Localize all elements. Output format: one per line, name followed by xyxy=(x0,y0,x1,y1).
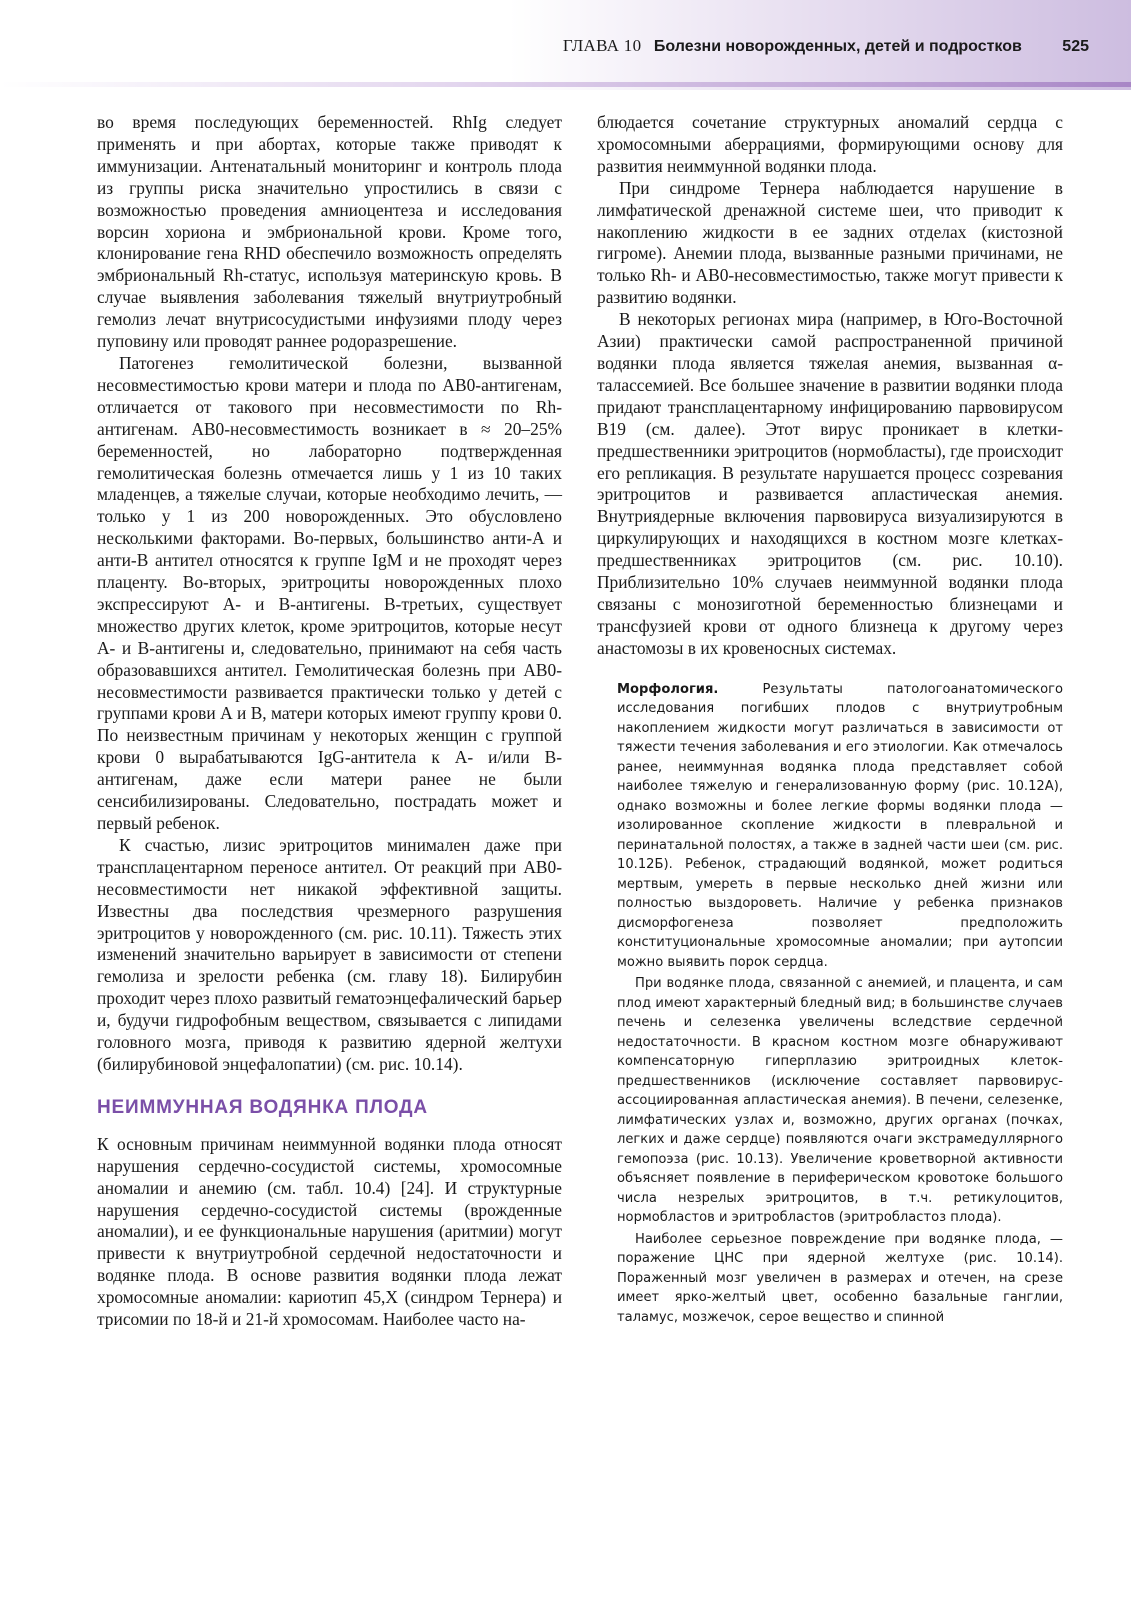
paragraph: Патогенез гемолитической болезни, вызванной несовместимостью крови матери и плода по АВ0-антигенам, отличается от такового при несовместимости по Rh-антигенам. АВ0-несовместимость возникает в ≈ 20–25% беременностей, но лабораторно подтвержденная гемолитическая болезнь отмечается лишь у 1 из 10 таких младенцев, а тяжелые случаи, которые необходимо лечить, — только у 1 из 200 новорожденных. Это обусловлено несколькими факторами. Во-первых, большинство анти-А и анти-В антител относятся к группе IgM и не проходят через плаценту. Во-вторых, эритроциты новорожденных плохо экспрессируют А- и В-антигены. В-третьих, существует множество других клеток, кроме эритроцитов, которые несут А- и В-антигены и, следовательно, принимают на себя часть образовавшихся антител. Гемолитическая болезнь при АВ0-несовместимости развивается практически только у детей с группами крови А и В, матери которых имеют группу крови 0. По неизвестным причинам у некоторых женщин с группой крови 0 вырабатываются IgG-антитела к А- и/или В-антигенам, даже если матери ранее не были сенсибилизированы. Следовательно, пострадать может и первый ребенок. xyxy=(97,352,562,833)
paragraph: во время последующих беременностей. RhIg следует применять и при абортах, которые также приводят к иммунизации. Антенатальный мониторинг и контроль плода из группы риска значительно упростились в связи с возможностью проведения амниоцентеза и исследования ворсин хориона и эмбриональной крови. Кроме того, клонирование гена RHD обеспечило возможность определять эмбриональный Rh-статус, используя материнскую кровь. В случае выявления заболевания тяжелый внутриутробный гемолиз лечат внутрисосудистыми инфузиями плоду через пуповину или проводят раннее родоразрешение. xyxy=(97,112,562,352)
paragraph: При синдроме Тернера наблюдается нарушение в лимфатической дренажной системе шеи, что приводит к накоплению жидкости в ее задних отделах (кистозной гигроме). Анемии плода, вызванные разными причинами, не только Rh- и АВ0-несовместимостью, также могут привести к развитию водянки. xyxy=(597,177,1063,308)
header-rule xyxy=(0,82,1131,87)
paragraph: К счастью, лизис эритроцитов минимален даже при трансплацентарном переносе антител. От реакций при АВ0-несовместимости нет никакой эффективной защиты. Известны два последствия чрезмерного разрушения эритроцитов у новорожденного (см. рис. 10.11). Тяжесть этих изменений значительно варьирует в зависимости от степени гемолиза и зрелости ребенка (см. главу 18). Билирубин проходит через плохо развитый гематоэнцефалический барьер и, будучи гидрофобным веществом, связывается с липидами головного мозга, приводя к развитию ядерной желтухи (билирубиновой энцефалопатии) (см. рис. 10.14). xyxy=(97,834,562,1074)
left-column xyxy=(97,112,562,1331)
paragraph: К основным причинам неиммунной водянки плода относят нарушения сердечно-сосудистой системы, хромосомные аномалии и анемию (см. табл. 10.4) [24]. И структурные нарушения сердечно-сосудистой системы (врожденные аномалии), и ее функциональные нарушения (аритмии) могут привести к внутриутробной сердечной недостаточности и водянке плода. В основе развития водянки плода лежат хромосомные аномалии: кариотип 45,X (синдром Тернера) и трисомии по 18-й и 21-й хромосомам. Наиболее часто на- xyxy=(97,1133,562,1330)
morphology-paragraph xyxy=(617,680,1063,973)
section-heading: НЕИММУННАЯ ВОДЯНКА ПЛОДА xyxy=(97,1096,428,1118)
chapter-title: Болезни новорожденных, детей и подростков xyxy=(653,38,1022,55)
page-number: 525 xyxy=(1062,38,1089,55)
paragraph: блюдается сочетание структурных аномалий сердца с хромосомными аберрациями, формирующими основу для развития неиммунной водянки плода. xyxy=(597,112,1063,176)
paragraph: В некоторых регионах мира (например, в Юго-Восточной Азии) практически самой распространенной причиной водянки плода является тяжелая анемия, вызванная α-талассемией. Все большее значение в развитии водянки плода придают трансплацентарному инфицированию парвовирусом В19 (см. далее). Этот вирус проникает в клетки-предшественники эритроцитов (нормобласты), где происходит его репликация. В результате нарушается процесс созревания эритроцитов и развивается апластическая анемия. Внутриядерные включения парвовируса визуализируются в циркулирующих и находящихся в костном мозге клетках-предшественниках эритроцитов (см. рис. 10.10). Приблизительно 10% случаев неиммунной водянки плода связаны с монозиготной беременностью близнецами и трансфузией крови от одного близнеца к другому через анастомозы в их кровеносных системах. xyxy=(597,309,1063,658)
right-column xyxy=(597,112,1063,1327)
morphology-label: Морфология. xyxy=(617,681,719,697)
running-head xyxy=(563,36,1089,56)
morphology-text: Результаты патологоанатомического исследования погибших плодов с внутриутробным накоплением жидкости могут различаться в зависимости от тяжести течения заболевания и его этиологии. Как отмечалось ранее, неиммунная водянка плода представляет собой наиболее тяжелую и генерализованную форму (рис. 10.12А), однако возможны и более легкие формы водянки плода — изолированное скопление жидкости в плевральной и перинатальной полостях, а также в задней части шеи (см. рис. 10.12Б). Ребенок, страдающий водянкой, может родиться мертвым, умереть в первые несколько дней жизни или полностью выздороветь. Наличие у ребенка признаков дисморфогенеза позволяет предположить конституциональные хромосомные аномалии; при аутопсии можно выявить порок сердца. xyxy=(617,681,1063,970)
chapter-number: ГЛАВА 10 xyxy=(562,36,642,55)
morphology-block xyxy=(617,680,1063,1328)
morphology-paragraph: Наиболее серьезное повреждение при водянке плода, — поражение ЦНС при ядерной желтухе (рис. 10.14). Пораженный мозг увеличен в размерах и отечен, на срезе имеет ярко-желтый цвет, особенно базальные ганглии, таламус, мозжечок, серое вещество и спинной xyxy=(617,1231,1063,1325)
morphology-paragraph: При водянке плода, связанной с анемией, и плацента, и сам плод имеют характерный бледный вид; в большинстве случаев печень и селезенка увеличены вследствие сердечной недостаточности. В красном костном мозге обнаруживают компенсаторную гиперплазию эритроидных клеток-предшественников (исключение составляет парвовирус-ассоциированная апластическая анемия). В печени, селезенке, лимфатических узлах и, возможно, других органах (почках, легких и даже сердце) появляются очаги экстрамедуллярного гемопоэза (рис. 10.13). Увеличение кроветворной активности объясняет появление в периферическом кровотоке большого числа незрелых эритроцитов, в т.ч. ретикулоцитов, нормобластов и эритробластов (эритробластоз плода). xyxy=(617,976,1063,1226)
